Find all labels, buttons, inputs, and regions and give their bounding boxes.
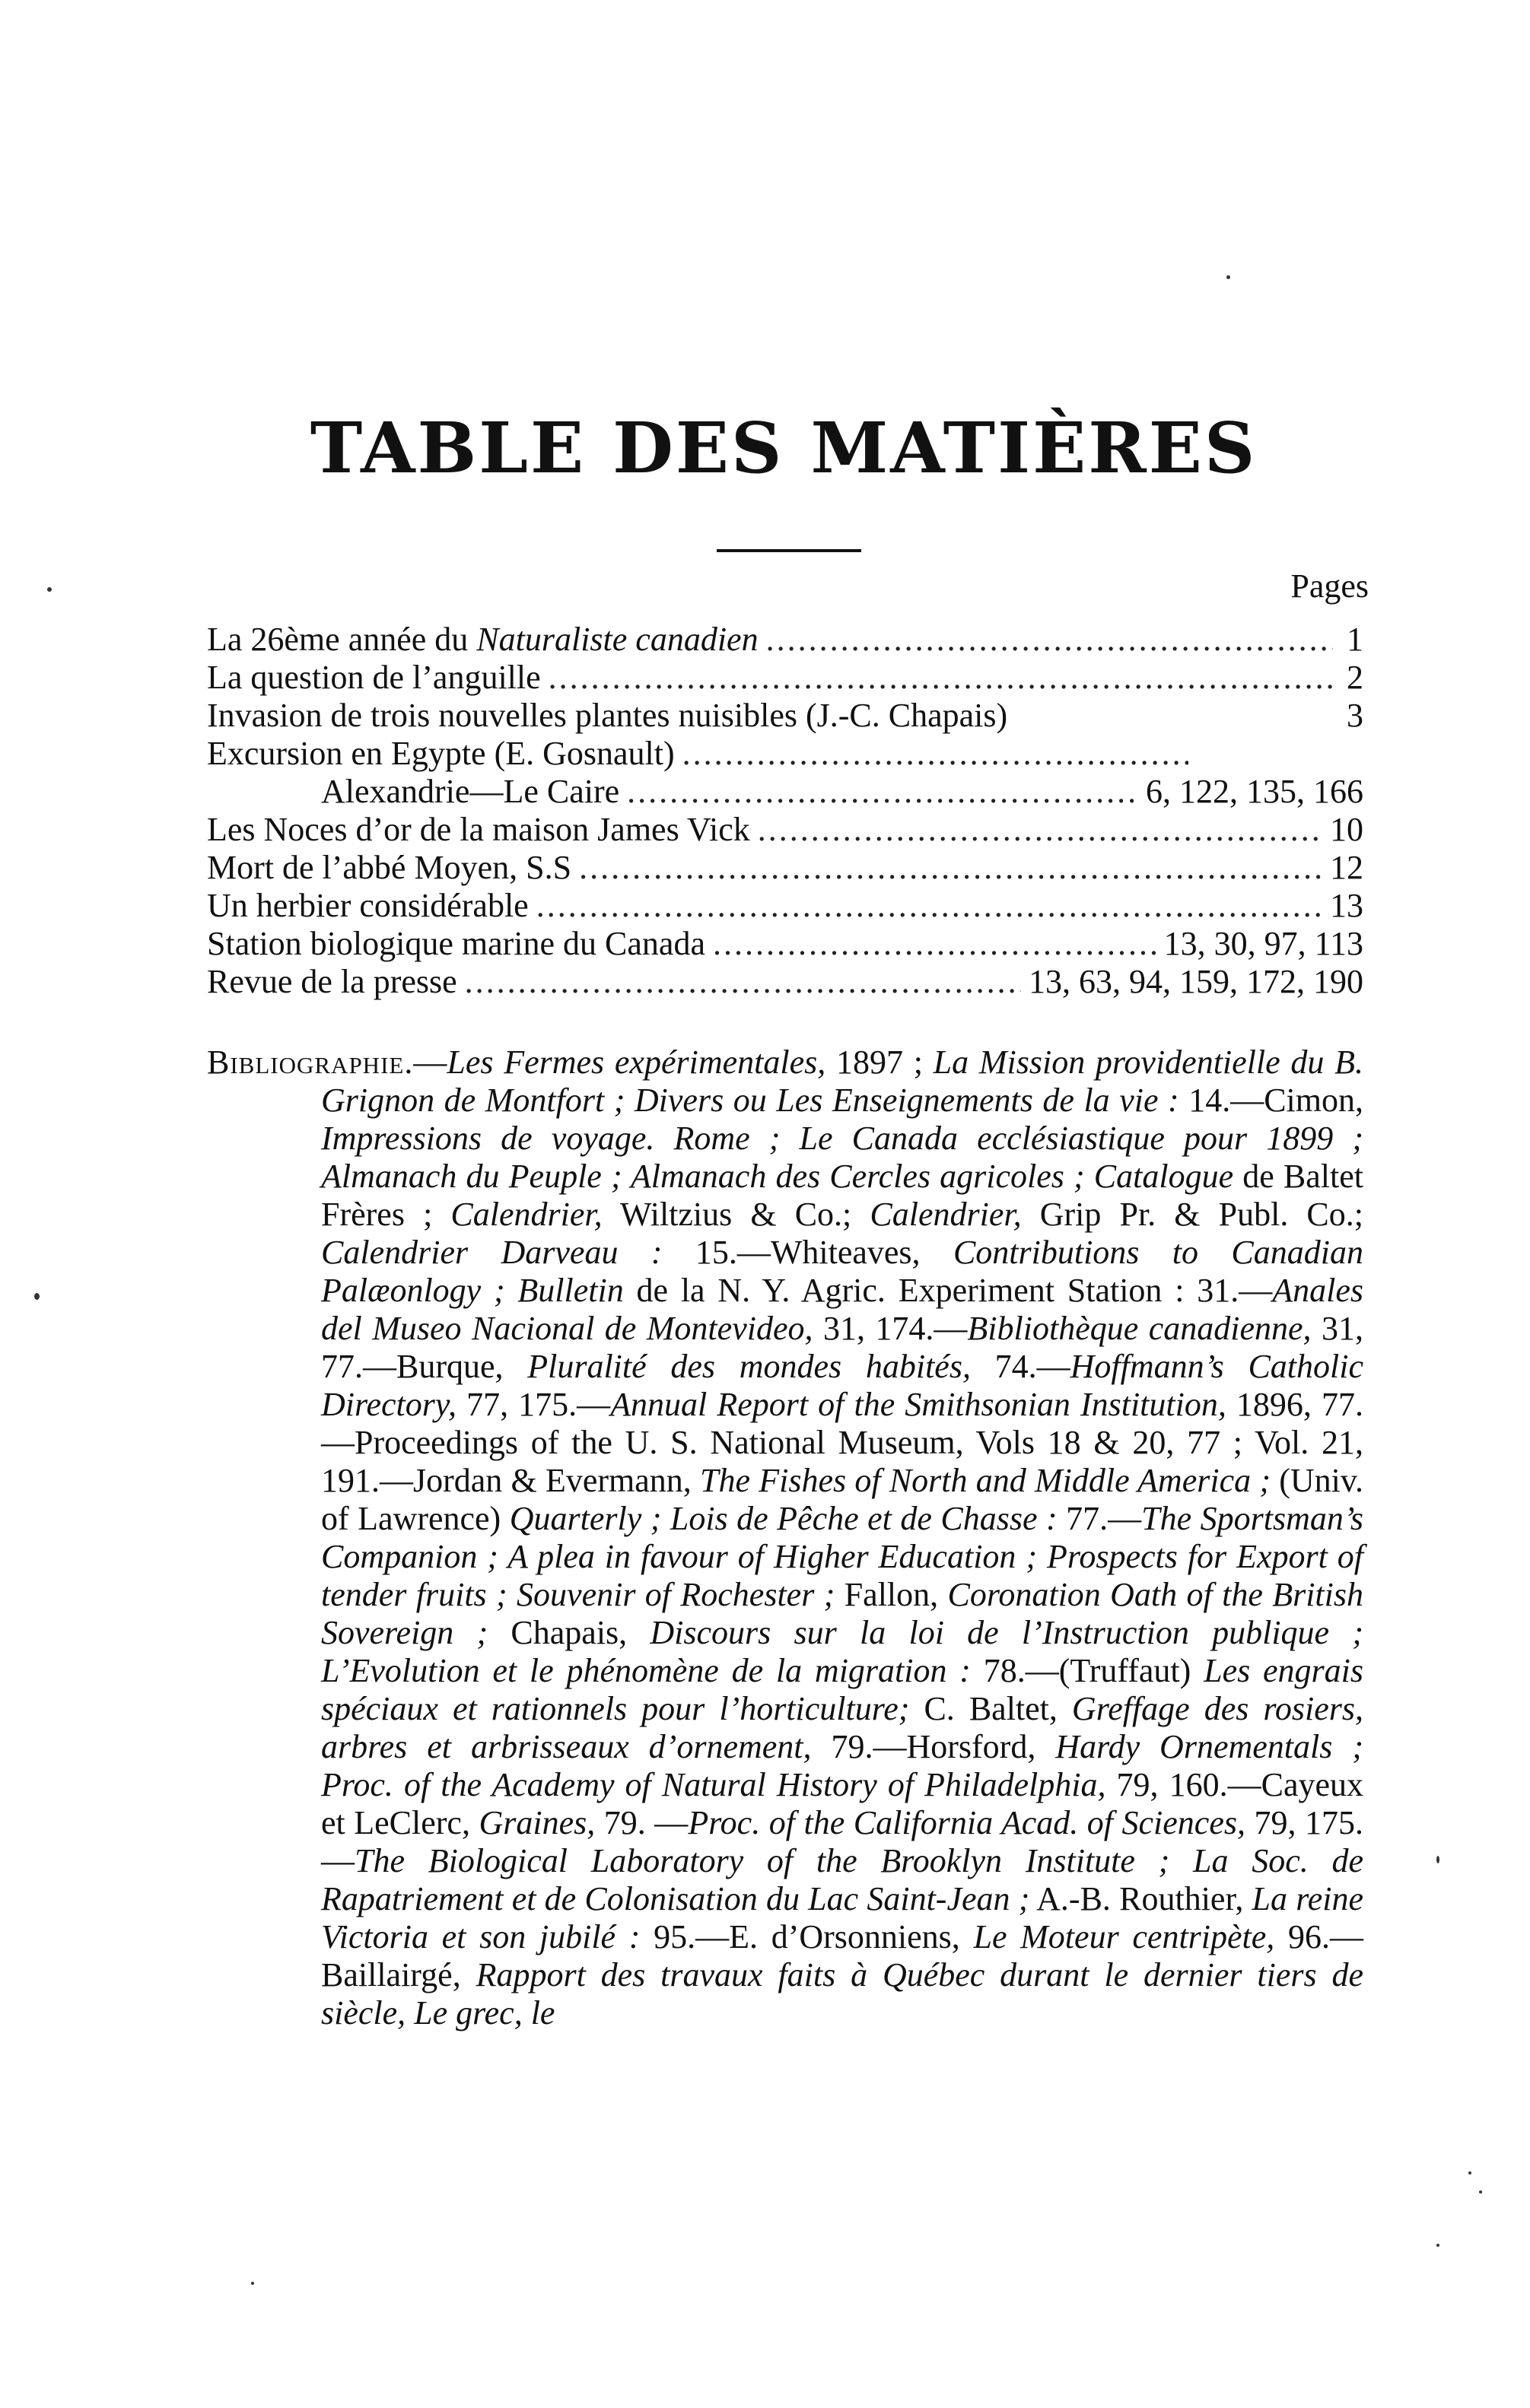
- scan-speck: [1226, 275, 1230, 279]
- toc-entry-title: [207, 697, 1007, 735]
- bibliography-title-italic: Hardy Ornementals ; Proc. of the Academy of Natural History of Philadelphia,: [321, 1728, 1363, 1803]
- bibliography-text: A.-B. Routhier,: [1029, 1880, 1252, 1917]
- dot-leader: [465, 963, 1021, 1001]
- bibliography-title-italic: The Fishes of North and Middle America ;: [700, 1462, 1271, 1499]
- bibliography-text: 95.—E. d’Orsonniens,: [640, 1918, 974, 1955]
- bibliography-title-italic: Calendrier,: [870, 1196, 1022, 1233]
- bibliography-title-italic: Proc. of the California Acad. of Sciences,: [688, 1804, 1245, 1841]
- bibliography-text: —: [413, 1044, 447, 1081]
- scan-speck: [34, 1293, 40, 1300]
- toc-entry-title: [207, 887, 529, 925]
- scan-speck: [1436, 1856, 1439, 1863]
- toc-page-numbers: 1: [1347, 621, 1363, 658]
- bibliography-title-italic: The Sportsman’s Companion ; A plea in favour of Higher Education ; Prospects for Export of tender fruits ; Souvenir of Rochester ;: [321, 1500, 1363, 1613]
- bibliography-text: 74.—: [970, 1348, 1070, 1385]
- toc-entry: [207, 887, 1363, 925]
- bibliography-text: 31, 77.—Burque,: [321, 1310, 1364, 1385]
- toc-entry-title-text: La question de l’anguille: [207, 659, 541, 696]
- toc-entry-title-text: Un herbier considérable: [207, 887, 529, 924]
- bibliography-title-italic: Discours sur la loi de l’Instruction publique ; L’Evolution et le phénomène de la migration :: [321, 1614, 1363, 1689]
- bibliography-title-italic: Greffage des rosiers, arbres et arbrisseaux d’ornement,: [321, 1690, 1363, 1765]
- bibliography-text: Chapais,: [488, 1614, 650, 1651]
- toc-entry: [207, 735, 1363, 773]
- scan-speck: [1479, 2190, 1482, 2194]
- bibliography-title-italic: Contributions to Canadian Palæonlogy ; Bulletin: [321, 1234, 1363, 1309]
- bibliography-title-italic: Quarterly ; Lois de Pêche et de Chasse :: [509, 1500, 1058, 1537]
- toc-entry: [207, 621, 1363, 659]
- scan-speck: [1436, 2244, 1439, 2247]
- bibliography-title-italic: Pluralité des mondes habités,: [527, 1348, 971, 1385]
- bibliography-title-italic: Les Fermes expérimentales,: [447, 1044, 826, 1081]
- bibliography-text: de la N. Y. Agric. Experiment Station : 31.—: [623, 1272, 1273, 1309]
- bibliography-text: 31, 174.—: [813, 1310, 968, 1347]
- toc-page-numbers: 2: [1347, 659, 1363, 696]
- scan-speck: [1468, 2171, 1471, 2175]
- bibliography-title-italic: Le Moteur centripète,: [973, 1918, 1275, 1955]
- title-divider: [717, 549, 861, 552]
- toc-page-numbers: 10: [1330, 811, 1363, 848]
- bibliography-heading: Bibliographie.: [207, 1044, 414, 1081]
- toc-entry-title-text: La 26ème année du: [207, 621, 477, 658]
- bibliography-title-italic: Hoffmann’s Catholic Directory,: [321, 1348, 1364, 1423]
- bibliography-text: 1897 ;: [825, 1044, 934, 1081]
- dot-leader: [549, 659, 1333, 697]
- toc-page-numbers: 6, 122, 135, 166: [1146, 773, 1363, 810]
- table-of-contents: [207, 621, 1363, 1001]
- toc-entry-title: [207, 849, 571, 887]
- toc-entry-title: [321, 773, 619, 811]
- toc-entry: [207, 697, 1363, 735]
- bibliography-text: 1896, 77.—Proceedings of the U. S. National Museum, Vols 18 & 20, 77 ; Vol. 21, 191.—Jordan & Evermann,: [321, 1386, 1363, 1499]
- bibliography-paragraph: [207, 1044, 1363, 2032]
- bibliography-title-italic: Bibliothèque canadienne,: [967, 1310, 1312, 1347]
- bibliography-text: 96.—Baillairgé,: [321, 1918, 1363, 1993]
- bibliography-text: 79.—Horsford,: [811, 1728, 1056, 1765]
- toc-entry-title-italic: Naturaliste canadien: [476, 621, 759, 658]
- bibliography-title-italic: Annual Report of the Smithsonian Institution,: [610, 1386, 1226, 1423]
- bibliography-text: 15.—Whiteaves,: [662, 1234, 953, 1271]
- dot-leader: [766, 621, 1333, 659]
- bibliography-text: C. Baltet,: [909, 1690, 1072, 1727]
- toc-entry-title-text: Invasion de trois nouvelles plantes nuisibles (J.-C. Chapais): [207, 697, 1008, 734]
- toc-entry-title: [207, 963, 457, 1001]
- toc-entry-title-text: Mort de l’abbé Moyen, S.S: [207, 849, 572, 886]
- toc-entry: [207, 659, 1363, 697]
- bibliography-title-italic: Les engrais spéciaux et rationnels pour l’horticulture;: [321, 1652, 1364, 1727]
- bibliography-text: 77.—: [1057, 1500, 1142, 1537]
- bibliography-title-italic: La Mission providentielle du B. Grignon de Montfort ; Divers ou Les Enseignements de la vie :: [321, 1044, 1363, 1119]
- bibliography-text: Fallon,: [835, 1576, 948, 1613]
- toc-page-numbers: 13, 30, 97, 113: [1163, 925, 1363, 962]
- toc-page-numbers: 13, 63, 94, 159, 172, 190: [1029, 963, 1363, 1000]
- bibliography-title-italic: Calendrier,: [450, 1196, 603, 1233]
- dot-leader: [713, 925, 1156, 963]
- bibliography-text: (Univ. of Lawrence): [321, 1462, 1364, 1537]
- toc-entry-title-text: Excursion en Egypte (E. Gosnault): [207, 735, 675, 772]
- toc-entry-title: [207, 925, 705, 963]
- pages-column-label: Pages: [1290, 567, 1369, 605]
- bibliography-title-italic: Calendrier Darveau :: [321, 1234, 663, 1271]
- bibliography-text: 79, 160.—Cayeux et LeClerc,: [321, 1766, 1364, 1841]
- toc-entry-title: [207, 735, 675, 773]
- bibliography-title-italic: Anales del Museo Nacional de Montevideo,: [321, 1272, 1363, 1347]
- bibliography-text: 78.—(Truffaut): [970, 1652, 1204, 1689]
- toc-page-numbers: 12: [1330, 849, 1363, 886]
- dot-leader: [758, 811, 1322, 849]
- toc-entry: [207, 811, 1363, 849]
- dot-leader: [682, 735, 1188, 773]
- toc-entry-title-text: Revue de la presse: [207, 963, 457, 1000]
- dot-leader: [627, 773, 1138, 811]
- toc-entry: [207, 925, 1363, 963]
- toc-entry-title-text: Alexandrie—Le Caire: [321, 773, 620, 810]
- bibliography-text: 79. —: [595, 1804, 689, 1841]
- scan-speck: [47, 587, 52, 592]
- bibliography-text: de Baltet Frères ;: [321, 1158, 1364, 1233]
- bibliography-title-italic: La reine Victoria et son jubilé :: [321, 1880, 1363, 1955]
- toc-entry-title: [207, 811, 750, 849]
- dot-leader: [579, 849, 1322, 887]
- bibliography-title-italic: Graines,: [479, 1804, 596, 1841]
- page-title: TABLE DES MATIÈRES: [310, 407, 1258, 489]
- toc-entry-title-text: Les Noces d’or de la maison James Vick: [207, 811, 750, 848]
- toc-entry-title: [207, 659, 541, 697]
- toc-entry: [207, 849, 1363, 887]
- toc-entry: [207, 963, 1363, 1001]
- bibliography-text: Wiltzius & Co.;: [602, 1196, 870, 1233]
- bibliography-text: 14.—Cimon,: [1179, 1082, 1364, 1119]
- toc-page-numbers: 13: [1330, 887, 1363, 924]
- bibliography-text: 77, 175.—: [456, 1386, 611, 1423]
- bibliography-title-italic: The Biological Laboratory of the Brooklyn Institute ; La Soc. de Rapatriement et de Colonisation du Lac Saint-Jean ;: [321, 1842, 1363, 1917]
- toc-entry-title: [207, 621, 759, 659]
- bibliography-title-italic: Rapport des travaux faits à Québec durant le dernier tiers de siècle, Le grec, le: [321, 1956, 1363, 2032]
- bibliography-text: 79, 175.—: [321, 1804, 1364, 1879]
- toc-entry: [207, 773, 1363, 811]
- bibliography-title-italic: Coronation Oath of the British Sovereign ;: [321, 1576, 1364, 1651]
- toc-page-numbers: 3: [1347, 697, 1363, 734]
- dot-leader: [536, 887, 1322, 925]
- bibliography-text: Grip Pr. & Publ. Co.;: [1021, 1196, 1363, 1233]
- bibliography-title-italic: Impressions de voyage. Rome ; Le Canada ecclésiastique pour 1899 ; Almanach du Peuple ; Almanach des Cercles agricoles ; Catalogue: [321, 1120, 1363, 1195]
- scan-speck: [251, 2282, 254, 2285]
- toc-entry-title-text: Station biologique marine du Canada: [207, 925, 705, 962]
